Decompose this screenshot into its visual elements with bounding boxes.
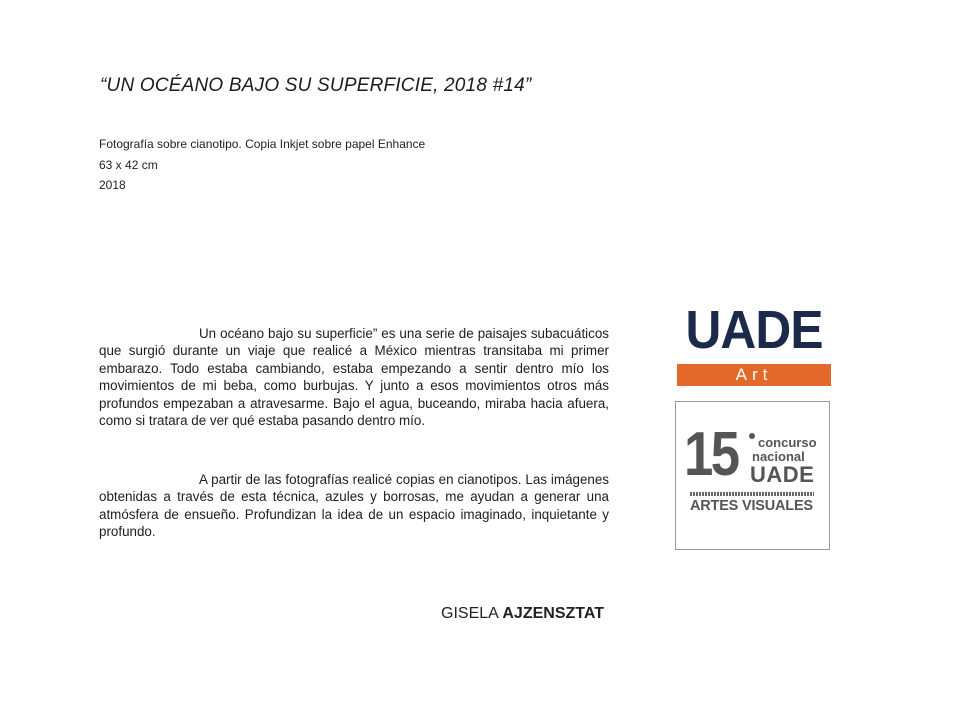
statement-paragraph-1	[99, 325, 609, 429]
artwork-size: 63 x 42 cm	[99, 158, 158, 172]
artwork-technique: Fotografía sobre cianotipo. Copia Inkjet sobre papel Enhance	[99, 137, 426, 151]
statement-paragraph-2-text: A partir de las fotografías realicé copias en cianotipos. Las imágenes obtenidas a través de esta técnica, azules y borrosas, me ayudan a generar una atmósfera de ensueño. Profundizan la idea de un espacio imaginado, inquietante y profundo.	[99, 472, 609, 540]
contest-line-nacional: nacional	[752, 449, 805, 464]
contest-line-concurso: concurso	[758, 435, 817, 450]
uade-logo-bar	[677, 364, 831, 386]
contest-dot	[749, 433, 755, 439]
contest-logo	[675, 401, 830, 550]
uade-logo-word: UADE	[685, 300, 823, 360]
contest-line-uade: UADE	[750, 462, 815, 487]
statement-paragraph-1-text: Un océano bajo su superficie” es una serie de paisajes subacuáticos que surgió durante un viaje que realicé a México mientras transitaba mi primer embarazo. Todo estaba cambiando, estaba empezando a sentir dentro mío los movimientos de mi beba, como burbujas. Y junto a esos movimientos otros más profundos empezaban a atravesarme. Bajo el agua, buceando, miraba hacia afuera, como si tratara de ver qué estaba pasando dentro mío.	[99, 326, 609, 429]
uade-art-logo	[677, 288, 831, 388]
artwork-title: “UN OCÉANO BAJO SU SUPERFICIE, 2018 #14”	[100, 75, 532, 96]
contest-barcode-rule	[690, 492, 814, 496]
artist-first-name: GISELA	[441, 605, 498, 622]
artwork-year: 2018	[99, 178, 126, 192]
contest-line-artes-visuales: ARTES VISUALES	[690, 498, 813, 514]
artist-last-name: AJZENSZTAT	[502, 605, 604, 622]
uade-logo-sub: Art	[735, 365, 773, 384]
statement-paragraph-2	[99, 471, 609, 541]
contest-number: 15	[684, 420, 738, 489]
artist-name	[441, 605, 604, 623]
